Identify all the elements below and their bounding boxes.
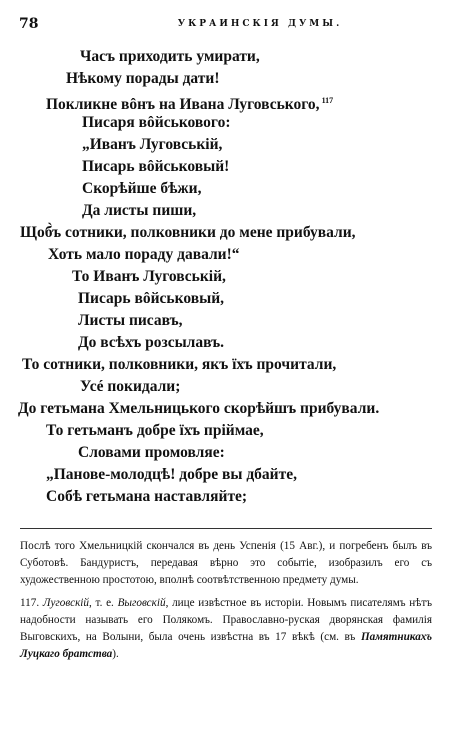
verse-line: Скорѣйше бѣжи, — [82, 180, 202, 197]
footnote-marker: 117 — [321, 96, 334, 105]
footnote-equivalence: , т. е. — [89, 597, 114, 609]
footnote-end: ). — [112, 648, 119, 660]
footnote-text: Послѣ того Хмельницкій скончался въ день Успенія (15 Авг.), и погребенъ былъ въ Суботовѣ. Бандуристъ, передавая вѣрно это событіе, изобразилъ его съ художественною простотою, вполнѣ соотвѣтственною предмету думы. — [20, 540, 432, 586]
footnote-rule — [20, 528, 432, 529]
verse-line: Часъ приходить умирати, — [80, 48, 260, 65]
verse-line: То сотники, полковники, якъ ïхъ прочитали, — [22, 356, 337, 373]
footnote-term: Луговскій — [42, 597, 90, 609]
footnote-reference: Памятникахъ Луцкаго братства — [20, 631, 433, 660]
footnote-117 — [20, 595, 432, 663]
page-number: 78 — [19, 16, 39, 32]
verse-line: „Панове-молодцѣ! добре вы дбайте, — [46, 466, 297, 483]
verse-line: Листы писавъ, — [78, 312, 183, 329]
verse-line: То Иванъ Луговській, — [72, 268, 226, 285]
footnote-term: Выговскій — [117, 597, 166, 609]
verse-line: „Иванъ Луговській, — [82, 136, 223, 153]
verse-line: То гетьманъ добре ïхъ прiймае, — [46, 422, 264, 439]
verse-line: Писаря вôйськового: — [82, 114, 231, 131]
verse-line: Хоть мало пораду давали!“ — [48, 246, 240, 263]
verse-line: Усé покидали; — [80, 378, 181, 395]
verse-line: Словами промовляе: — [78, 444, 225, 461]
verse-line: Писарь вôйськовый! — [82, 158, 230, 175]
verse-line: До всѣхъ розсылавъ. — [78, 334, 225, 351]
verse-line: Покликне вôнъ на Ивана Луговського, $^{117}$ — [46, 96, 334, 114]
verse-line: Да листы пиши, — [82, 202, 197, 219]
verse-line: До гетьмана Хмельницького скорѣйшъ прибували. — [18, 400, 380, 417]
footnote-number: 117. — [20, 597, 40, 609]
verse-line: Нѣкому порады дати! — [66, 70, 220, 87]
verse-line: Писарь вôйськовый, — [78, 290, 224, 307]
running-head: УКРАИНСКІЯ ДУМЫ. — [177, 19, 343, 29]
footnote-body: , лице извѣстное въ исторіи. Новымъ писателямъ нѣтъ надобности называть его Полякомъ. Православно-руская дворянская фамилія Выговскихъ, на Волыни, была очень извѣстна въ 17 вѣкѣ (см. въ — [20, 597, 433, 643]
verse-line: Щоб̀ъ сотники, полковники до мене прибували, — [20, 224, 356, 241]
footnotes — [20, 538, 432, 663]
verse-line: Собѣ гетьмана наставляйте; — [46, 488, 248, 505]
